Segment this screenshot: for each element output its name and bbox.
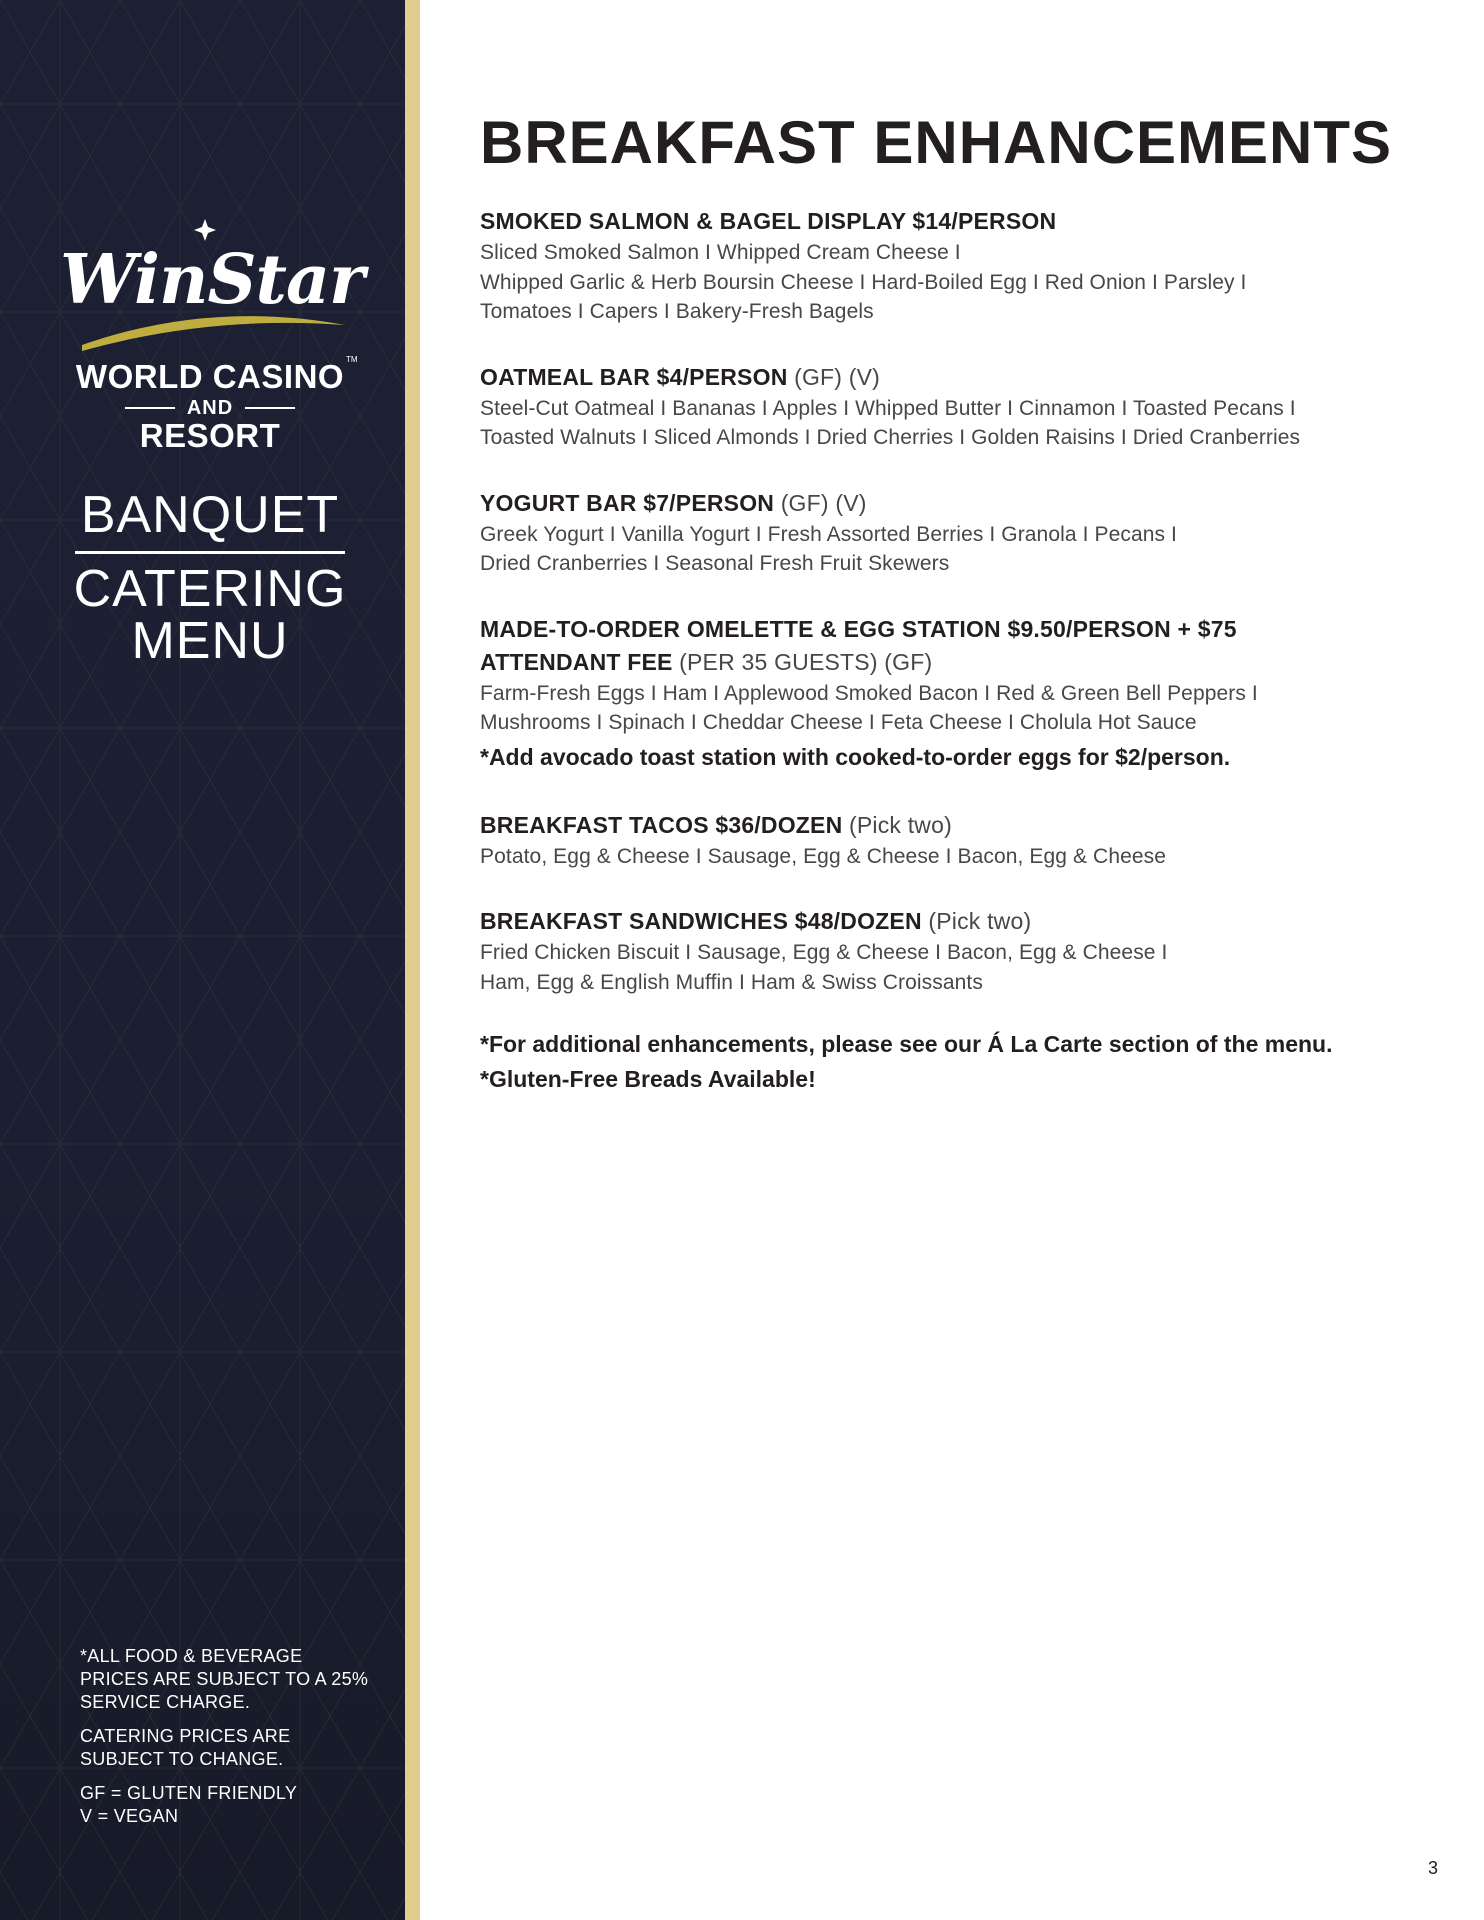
section-heading bbox=[480, 205, 1440, 238]
logo-rule-right bbox=[245, 407, 295, 409]
section-heading bbox=[480, 809, 1440, 842]
section-title: BREAKFAST SANDWICHES $48/DOZEN bbox=[480, 908, 922, 934]
page-title: BREAKFAST ENHANCEMENTS bbox=[480, 109, 1393, 176]
section-heading bbox=[480, 613, 1440, 646]
item-line: Potato, Egg & Cheese I Sausage, Egg & Cheese I Bacon, Egg & Cheese bbox=[480, 844, 1167, 868]
item-line: Steel-Cut Oatmeal I Bananas I Apples I Whipped Butter I Cinnamon I Toasted Pecans I bbox=[480, 396, 1296, 420]
section-heading-cont bbox=[480, 646, 1440, 679]
logo-world-casino: WORLD CASINO bbox=[75, 358, 345, 395]
price-change-note: CATERING PRICES ARE SUBJECT TO CHANGE. bbox=[80, 1726, 291, 1769]
item-line: Fried Chicken Biscuit I Sausage, Egg & Cheese I Bacon, Egg & Cheese I bbox=[480, 941, 1168, 964]
logo-and: AND bbox=[186, 396, 234, 419]
item-line: Greek Yogurt I Vanilla Yogurt I Fresh Assorted Berries I Granola I Pecans I bbox=[480, 522, 1177, 546]
section-items bbox=[480, 842, 1440, 872]
gluten-free-note: *Gluten-Free Breads Available! bbox=[480, 1066, 816, 1092]
menu-content bbox=[480, 108, 1440, 1097]
logo-trademark: TM bbox=[346, 355, 358, 364]
catering-word: CATERING bbox=[73, 560, 347, 618]
section-title: OATMEAL BAR $4/PERSON bbox=[480, 363, 788, 390]
section-items bbox=[480, 238, 1440, 327]
sidebar-panel bbox=[0, 0, 405, 1920]
item-line: Dried Cranberries I Seasonal Fresh Fruit Skewers bbox=[480, 552, 950, 575]
v-legend: V = VEGAN bbox=[80, 1806, 179, 1826]
menu-section-omelette-station bbox=[480, 613, 1440, 775]
section-pick-note: (Pick two) bbox=[849, 811, 952, 838]
item-line: Farm-Fresh Eggs I Ham I Applewood Smoked Bacon I Red & Green Bell Peppers I bbox=[480, 681, 1258, 705]
page-number: 3 bbox=[1428, 1858, 1439, 1878]
banquet-heading: BANQUET bbox=[80, 486, 340, 544]
gf-legend: GF = GLUTEN FRIENDLY bbox=[80, 1783, 298, 1803]
section-heading bbox=[480, 905, 1440, 938]
menu-section-smoked-salmon bbox=[480, 205, 1440, 327]
section-items bbox=[480, 394, 1440, 453]
menu-word: MENU bbox=[131, 612, 289, 670]
avocado-addon-note: *Add avocado toast station with cooked-to-order eggs for $2/person. bbox=[480, 743, 1231, 770]
section-title: MADE-TO-ORDER OMELETTE & EGG STATION $9.50/PERSON + $75 bbox=[480, 615, 1237, 642]
catering-menu-heading bbox=[60, 560, 360, 670]
section-dietary-note: (GF) (V) bbox=[794, 363, 881, 390]
section-title: YOGURT BAR $7/PERSON bbox=[480, 489, 775, 516]
item-line: Toasted Walnuts I Sliced Almonds I Dried Cherries I Golden Raisins I Dried Cranberries bbox=[480, 426, 1301, 449]
service-charge-note: *ALL FOOD & BEVERAGE PRICES ARE SUBJECT TO A 25% SERVICE CHARGE. bbox=[80, 1646, 369, 1712]
logo-wordmark: WinStar bbox=[60, 240, 364, 320]
menu-section-oatmeal-bar bbox=[480, 361, 1440, 453]
sidebar-notes bbox=[80, 1645, 370, 1828]
section-heading bbox=[480, 361, 1440, 394]
section-title: BREAKFAST TACOS $36/DOZEN bbox=[480, 811, 843, 838]
section-heading bbox=[480, 487, 1440, 520]
section-pick-note: (Pick two) bbox=[928, 908, 1032, 934]
menu-section-breakfast-sandwiches bbox=[480, 905, 1440, 997]
menu-section-breakfast-tacos bbox=[480, 809, 1440, 872]
logo-resort: RESORT bbox=[139, 417, 281, 454]
item-line: Tomatoes I Capers I Bakery-Fresh Bagels bbox=[480, 300, 874, 323]
a-la-carte-note: *For additional enhancements, please see our Á La Carte section of the menu. bbox=[480, 1031, 1333, 1057]
section-items bbox=[480, 938, 1440, 997]
section-items bbox=[480, 679, 1440, 738]
item-line: Mushrooms I Spinach I Cheddar Cheese I Feta Cheese I Cholula Hot Sauce bbox=[480, 711, 1197, 734]
logo-rule-left bbox=[125, 407, 175, 409]
item-line: Ham, Egg & English Muffin I Ham & Swiss Croissants bbox=[480, 970, 983, 994]
section-title: SMOKED SALMON & BAGEL DISPLAY $14/PERSON bbox=[480, 208, 1057, 234]
section-items bbox=[480, 520, 1440, 579]
winstar-logo bbox=[60, 205, 364, 455]
item-line: Whipped Garlic & Herb Boursin Cheese I Hard-Boiled Egg I Red Onion I Parsley I bbox=[480, 270, 1247, 294]
section-title-cont: ATTENDANT FEE bbox=[480, 648, 673, 675]
banquet-divider bbox=[75, 551, 345, 554]
gold-stripe bbox=[405, 0, 420, 1920]
section-dietary-note: (GF) (V) bbox=[780, 489, 867, 516]
item-line: Sliced Smoked Salmon I Whipped Cream Cheese I bbox=[480, 241, 961, 264]
footnotes bbox=[480, 1027, 1440, 1097]
menu-section-yogurt-bar bbox=[480, 487, 1440, 579]
section-dietary-note: (PER 35 GUESTS) (GF) bbox=[679, 648, 933, 675]
